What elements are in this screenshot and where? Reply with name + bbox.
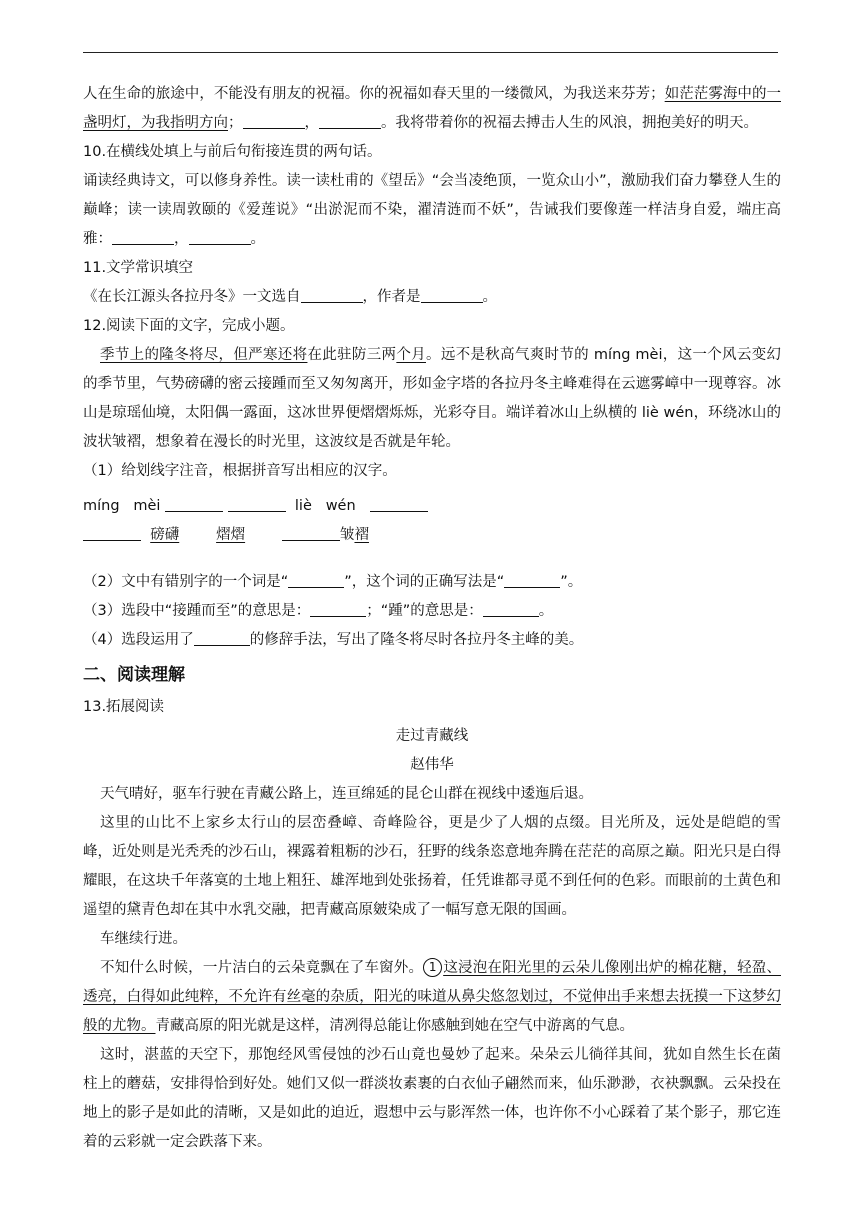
document-body — [83, 80, 781, 1157]
text: 。我将带着你的祝福去搏击人生的风浪，拥抱美好的明天。 — [381, 115, 758, 131]
article-paragraph-4 — [83, 954, 781, 1041]
question-12-sub2 — [83, 568, 781, 597]
question-11-title: 11.文学常识填空 — [83, 260, 194, 276]
text: 在此驻防三两 — [307, 347, 397, 363]
text: 青藏高原的阳光就是这样，清冽得总能让你感触到她在空气中游离的气息。 — [155, 1018, 634, 1034]
article-paragraph-3: 车继续行进。 — [100, 931, 187, 947]
text: 。 — [250, 231, 265, 247]
text: ，作者是 — [362, 289, 421, 305]
question-10-body — [83, 167, 781, 254]
text: 。 — [538, 603, 554, 619]
pinyin-row — [83, 492, 781, 521]
text: ；“踵”的意思是： — [366, 603, 483, 619]
answer-blank[interactable] — [301, 286, 363, 303]
text: 不知什么时候，一片洁白的云朵竟飘在了车窗外。 — [100, 960, 424, 976]
answer-blank[interactable] — [112, 228, 174, 245]
text: ； — [228, 115, 243, 131]
text: 《在长江源头各拉丹冬》一文选自 — [83, 289, 301, 305]
text: （4）选段运用了 — [83, 632, 194, 648]
answer-blank[interactable] — [319, 112, 381, 129]
question-12-sub1: （1）给划线字注音，根据拼音写出相应的汉字。 — [83, 463, 397, 479]
answer-blank[interactable] — [165, 495, 223, 512]
paragraph-blessing — [83, 80, 781, 138]
text: ”。 — [560, 574, 583, 590]
answer-blank[interactable] — [189, 228, 251, 245]
text: ”，这个词的正确写法是“ — [344, 574, 505, 590]
question-12-sub4 — [83, 626, 781, 655]
text: （3）选段中“接踵而至”的意思是： — [83, 603, 311, 619]
circled-number-1: 1 — [423, 958, 442, 977]
article-title: 走过青藏线 — [395, 728, 469, 744]
pinyin-label: míng mèi — [83, 498, 161, 514]
answer-blank[interactable] — [243, 112, 305, 129]
text: 人在生命的旅途中，不能没有朋友的祝福。你的祝福如春天里的一缕微风，为我送来芬芳； — [83, 86, 665, 102]
question-12-passage — [83, 341, 781, 457]
word-zhe: 褶 — [354, 527, 369, 543]
word-yiyi: 熠熠 — [216, 527, 246, 543]
article-paragraph-2: 这里的山比不上家乡太行山的层峦叠嶂、奇峰险谷，更是少了人烟的点缀。目光所及，远处是皑皑的雪峰，近处则是光秃秃的沙石山，裸露着粗粝的沙石，狂野的线条恣意地奔腾在茫茫的高原之巅。阳光只是白得耀眼，在这块千年落寞的土地上粗狂、雄浑地到处张扬着，任凭谁都寻觅不到任何的色彩。而眼前的土黄色和遥望的黛青色却在其中水乳交融，把青藏高原皴染成了一幅写意无限的国画。 — [83, 815, 781, 918]
text: 诵读经典诗文，可以修身养性。读一读杜甫的《望岳》“会当凌绝顶，一览众山小”，激励我们奋力攀登人生的巅峰；读一读周敦颐的《爱莲说》“出淤泥而不染，濯清涟而不妖”，告诫我们要像莲一样洁身自爱，端庄高雅： — [83, 173, 781, 247]
question-12-sub3 — [83, 597, 781, 626]
underlined-sentence: 这浸泡在阳光里的云朵儿像刚出炉的棉花糖，轻盈、透亮，白得如此纯粹，不允许有丝毫的杂质，阳光的味道从鼻尖悠忽划过，不觉伸出手来想去抚摸一下这梦幻般的尤物。 — [83, 960, 781, 1034]
characters-row — [83, 521, 781, 550]
article-paragraph-1: 天气晴好，驱车行驶在青藏公路上，连亘绵延的昆仑山群在视线中逶迤后退。 — [100, 786, 593, 802]
underlined-text: 季节上的隆冬将尽，但严寒还将 — [100, 347, 308, 363]
section-heading: 二、阅读理解 — [83, 665, 185, 685]
article-author: 赵伟华 — [410, 757, 454, 773]
word-pangbo: 磅礴 — [150, 527, 180, 543]
text: ， — [304, 115, 319, 131]
answer-blank[interactable] — [83, 524, 141, 541]
text: 的修辞手法，写出了隆冬将尽时各拉丹冬主峰的美。 — [249, 632, 584, 648]
question-13-title: 13.拓展阅读 — [83, 699, 165, 715]
question-11-body — [83, 283, 781, 312]
answer-blank[interactable] — [504, 571, 560, 588]
answer-blank[interactable] — [228, 495, 286, 512]
article-paragraph-5: 这时，湛蓝的天空下，那饱经风雪侵蚀的沙石山竟也曼妙了起来。朵朵云儿徜徉其间，犹如自然生长在菌柱上的蘑菇，安排得恰到好处。她们又似一群淡妆素裹的白衣仙子翩然而来，仙乐渺渺，衣袂飘飘。云朵投在地上的影子是如此的清晰，又是如此的迫近，遐想中云与影浑然一体，也许你不小心踩着了某个影子，那它连着的云彩就一定会跌落下来。 — [83, 1047, 781, 1150]
answer-blank[interactable] — [310, 600, 366, 617]
text: （2）文中有错别字的一个词是“ — [83, 574, 289, 590]
text: ， — [174, 231, 189, 247]
text: 。 — [482, 289, 497, 305]
answer-blank[interactable] — [483, 600, 539, 617]
answer-blank[interactable] — [421, 286, 483, 303]
answer-blank[interactable] — [282, 524, 340, 541]
text: 。远不是秋高气爽时节的 míng mèi，这一个风云变幻的季节里，气势磅礴的密云接踵而至又匆匆离开，形如金字塔的各拉丹冬主峰难得在云遮雾嶂中一现尊容。冰山是琼瑶仙境，太阳偶一露面，这冰世界便熠熠烁烁，光彩夺目。端详着冰山上纵横的 liè wén，环绕冰山的波状皱褶，想象着在漫长的时光里，这波纹是否就是年轮。 — [83, 347, 782, 450]
answer-blank[interactable] — [370, 495, 428, 512]
header-rule — [83, 52, 778, 53]
question-12-title: 12.阅读下面的文字，完成小题。 — [83, 318, 295, 334]
underlined-text: 个月 — [396, 347, 426, 363]
answer-blank[interactable] — [288, 571, 344, 588]
pinyin-label: liè wén — [294, 498, 356, 514]
question-10-title: 10.在横线处填上与前后句衔接连贯的两句话。 — [83, 144, 382, 160]
word-zhou: 皱 — [339, 527, 355, 543]
underlined-text: 如茫茫雾海中的一盏明灯，为我指明方向 — [83, 86, 781, 131]
answer-blank[interactable] — [194, 629, 250, 646]
